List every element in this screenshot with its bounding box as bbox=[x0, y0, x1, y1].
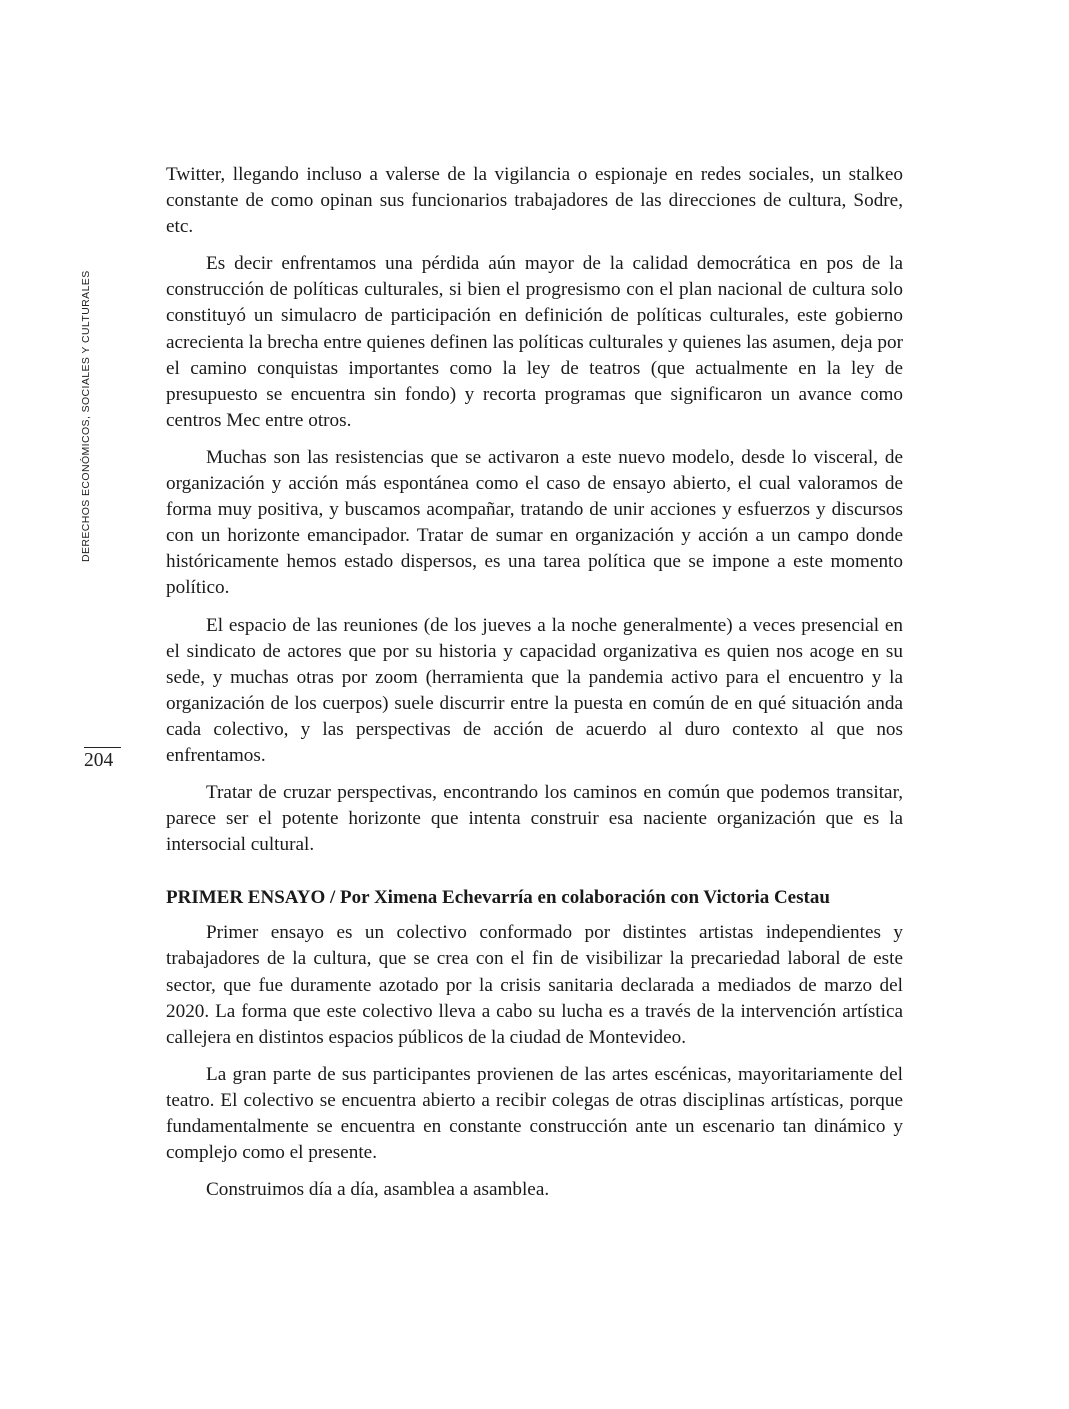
paragraph: Muchas son las resistencias que se activaron a este nuevo modelo, desde lo visceral, de organización y acción más espontánea como el caso de ensayo abierto, el cual valoramos de forma muy positiva, y buscamos acompañar, tratando de unir acciones y esfuerzos y discursos con un horizonte emancipador. Tratar de sumar en organización y acción a un campo donde históricamente hemos estado dispersos, es una tarea política que se impone a este momento político. bbox=[166, 446, 903, 599]
paragraph: Primer ensayo es un colectivo conformado por distintes artistas independientes y trabajadores de la cultura, que se crea con el fin de visibilizar la precariedad laboral de este sector, que fue duramente azotado por la crisis sanitaria declarada a mediados de marzo del 2020. La forma que este colectivo lleva a cabo su lucha es a través de la intervención artística callejera en distintos espacios públicos de la ciudad de Montevideo. bbox=[166, 922, 903, 1048]
paragraph: Tratar de cruzar perspectivas, encontrando los caminos en común que podemos transitar, parece ser el potente horizonte que intenta construir esa naciente organización que es la intersocial cultural. bbox=[166, 782, 903, 856]
paragraph: El espacio de las reuniones (de los jueves a la noche generalmente) a veces presencial en el sindicato de actores que por su historia y capacidad organizativa es quien nos acoge en su sede, y muchas otras por zoom (herramienta que la pandemia activo para el encuentro y la organización de los cuerpos) suele discurrir entre la puesta en común de en qué situación anda cada colectivo, y las perspectivas de acción de acuerdo al duro contexto al que nos enfrentamos. bbox=[166, 614, 903, 766]
page-body bbox=[166, 162, 903, 1214]
section-heading: PRIMER ENSAYO / Por Ximena Echevarría en colaboración con Victoria Cestau bbox=[166, 887, 830, 909]
paragraph: Construimos día a día, asamblea a asamblea. bbox=[206, 1179, 550, 1201]
paragraph: Es decir enfrentamos una pérdida aún mayor de la calidad democrática en pos de la construcción de políticas culturales, si bien el progresismo con el plan nacional de cultura solo constituyó un simulacro de participación en definición de políticas culturales, este gobierno acrecienta la brecha entre quienes definen las políticas culturales y quienes las asumen, deja por el camino conquistas importantes como la ley de teatros (que actualmente en la ley de presupuesto se encuentra sin fondo) y recorta programas que significaron un avance como centros Mec entre otros. bbox=[166, 253, 903, 431]
paragraph: La gran parte de sus participantes provienen de las artes escénicas, mayoritariamente del teatro. El colectivo se encuentra abierto a recibir colegas de otras disciplinas artísticas, porque fundamentalmente se encuentra en constante construcción ante un escenario tan dinámico y complejo como el presente. bbox=[166, 1063, 903, 1164]
paragraph: Twitter, llegando incluso a valerse de la vigilancia o espionaje en redes sociales, un stalkeo constante de como opinan sus funcionarios trabajadores de las direcciones de cultura, Sodre, etc. bbox=[166, 164, 903, 238]
page-number-rule bbox=[84, 747, 121, 748]
page-number: 204 bbox=[84, 750, 114, 771]
running-head: DERECHOS ECONÓMICOS, SOCIALES Y CULTURALES bbox=[80, 270, 92, 562]
